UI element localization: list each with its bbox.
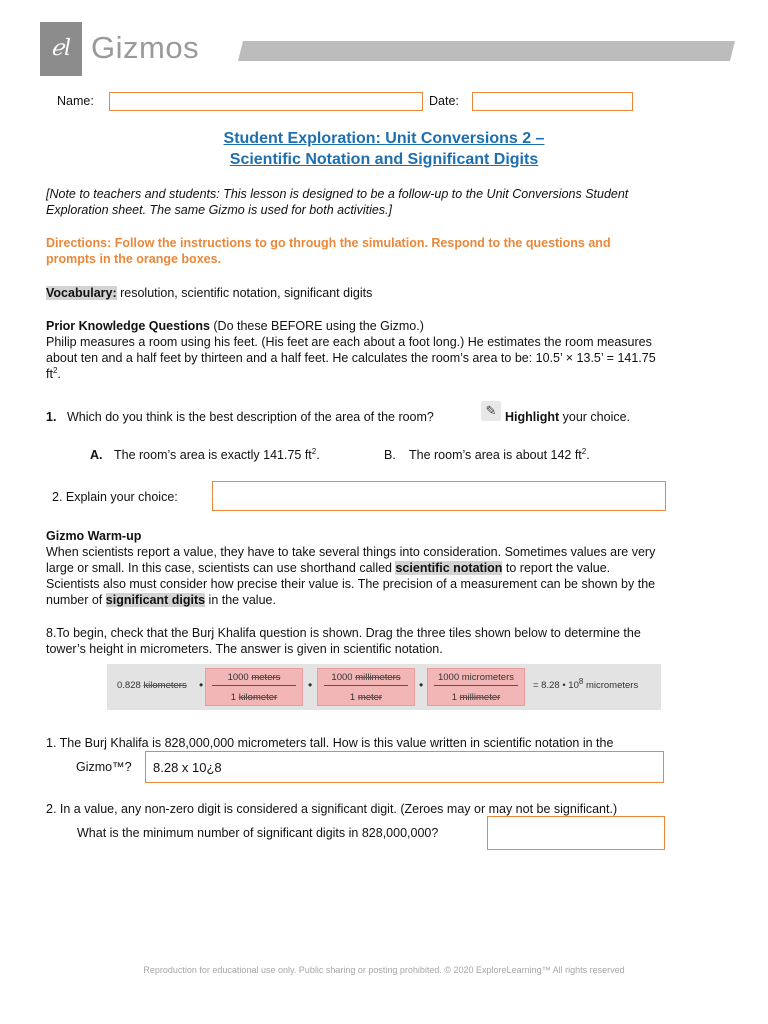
- page-title-line2: Scientific Notation and Significant Digits: [229, 151, 539, 168]
- prior-unit: ft: [46, 367, 53, 381]
- start-number: 0.828: [117, 680, 141, 691]
- date-field[interactable]: [472, 92, 633, 111]
- q1-instruction: [505, 410, 630, 424]
- prior-line1: Philip measures a room using his feet. (His feet are each about a foot long.) He estimates the room measures: [46, 335, 652, 349]
- vocabulary-label: Vocabulary:: [46, 286, 117, 300]
- logo-mark: ℯl: [50, 36, 72, 61]
- tile-3-num-unit: micrometers: [461, 672, 515, 683]
- header-bar: [238, 41, 735, 61]
- option-b-period: .: [586, 448, 590, 462]
- option-a-period: .: [316, 448, 320, 462]
- q1-text: Which do you think is the best description of the area of the room?: [67, 410, 434, 424]
- term-scientific-notation: scientific notation: [395, 561, 503, 575]
- term-significant-digits: significant digits: [105, 593, 206, 607]
- prior-heading-suffix: (Do these BEFORE using the Gizmo.): [209, 319, 424, 333]
- result-unit: micrometers: [583, 680, 639, 691]
- brand-name: Gizmos: [91, 30, 200, 65]
- directions-line2: prompts in the orange boxes.: [46, 252, 222, 266]
- conversion-tile-1[interactable]: [205, 668, 303, 706]
- warmup-line2-start: large or small. In this case, scientists can use shorthand called: [46, 561, 396, 575]
- option-a[interactable]: [114, 448, 320, 462]
- option-a-exponent: 2: [311, 446, 317, 456]
- significant-digits-answer-field[interactable]: [487, 816, 665, 850]
- tile-2-num-value: 1000: [331, 672, 353, 683]
- tile-2-numerator: [324, 672, 408, 686]
- prior-heading-title: Prior Knowledge Questions: [46, 319, 210, 333]
- tile-1-numerator: [212, 672, 296, 686]
- option-a-letter: A.: [90, 448, 103, 462]
- step8-line1: 8.To begin, check that the Burj Khalifa question is shown. Drag the three tiles shown below to determine the: [46, 626, 641, 640]
- multiply-dot: •: [199, 678, 204, 692]
- footer: Reproduction for educational use only. Public sharing or posting prohibited. © 2020 ExploreLearning™ All rights reserved: [143, 965, 625, 975]
- qa2-line1: 2. In a value, any non-zero digit is considered a significant digit. (Zeroes may or may not be significant.): [46, 802, 618, 816]
- vocabulary-text: resolution, scientific notation, significant digits: [116, 286, 373, 300]
- note-line2: Exploration sheet. The same Gizmo is used for both activities.]: [46, 203, 392, 217]
- tile-3-num-value: 1000: [437, 672, 460, 683]
- tile-2-denominator: [318, 692, 414, 703]
- multiply-dot: •: [308, 678, 313, 692]
- start-unit: kilometers: [143, 680, 187, 691]
- date-label: Date:: [429, 94, 459, 108]
- tile-1-num-unit: meters: [251, 672, 281, 683]
- tile-3-denominator: [428, 692, 524, 703]
- vocabulary: [46, 285, 726, 301]
- tile-3-den-unit: millimeter: [459, 692, 501, 703]
- step8-line2: tower’s height in micrometers. The answer is given in scientific notation.: [46, 642, 443, 656]
- prior-line2: about ten and a half feet by thirteen and a half feet. He calculates the room’s area to be: 10.5’ × 13.5’ = 141.75: [46, 351, 656, 365]
- option-a-text: The room’s area is exactly 141.75 ft: [114, 448, 312, 462]
- result-exponent: 8: [578, 676, 584, 686]
- conversion-tile-3[interactable]: [427, 668, 525, 706]
- warmup-line4-end: in the value.: [205, 593, 276, 607]
- tile-1-den-unit: kilometer: [238, 692, 278, 703]
- note-line1: [Note to teachers and students: This lesson is designed to be a follow-up to the Unit Conversions Student: [46, 187, 629, 201]
- option-b-letter: B.: [384, 448, 396, 462]
- scientific-notation-answer-field[interactable]: [145, 751, 664, 783]
- conversion-strip: [107, 664, 661, 710]
- prior-heading: [46, 318, 726, 334]
- tile-3-den-value: 1: [451, 692, 457, 703]
- pencil-icon[interactable]: ✎: [481, 401, 501, 421]
- directions-line1: Directions: Follow the instructions to go through the simulation. Respond to the questions and: [46, 236, 611, 250]
- prior-line3-end: .: [57, 367, 61, 381]
- warmup-line2-end: to report the value.: [502, 561, 611, 575]
- option-b[interactable]: [409, 448, 590, 462]
- q2-label: 2. Explain your choice:: [52, 490, 178, 504]
- conversion-tile-2[interactable]: [317, 668, 415, 706]
- tile-3-numerator: [434, 672, 518, 686]
- highlight-word: Highlight: [505, 410, 560, 424]
- logo: [40, 22, 82, 76]
- tile-2-den-unit: meter: [357, 692, 383, 703]
- conversion-result: [533, 676, 639, 691]
- warmup-line4: [46, 592, 726, 608]
- prior-line3: [46, 366, 726, 382]
- tile-2-den-value: 1: [349, 692, 356, 703]
- tile-1-num-value: 1000: [227, 672, 249, 683]
- tile-1-denominator: [206, 692, 302, 703]
- warmup-line4-start: number of: [46, 593, 106, 607]
- qa2-line2: What is the minimum number of significant digits in 828,000,000?: [77, 826, 439, 840]
- name-field[interactable]: [109, 92, 423, 111]
- multiply-dot: •: [419, 678, 424, 692]
- qa1-line2: Gizmo™?: [76, 760, 132, 774]
- scientific-notation-answer: 8.28 x 10¿8: [153, 760, 222, 775]
- start-value: [117, 680, 187, 691]
- warmup-line1: When scientists report a value, they have to take several things into consideration. Sometimes values are very: [46, 545, 656, 559]
- name-label: Name:: [57, 94, 94, 108]
- warmup-heading: Gizmo Warm-up: [46, 529, 142, 543]
- prior-unit-exponent: 2: [52, 365, 58, 375]
- tile-1-den-value: 1: [230, 692, 237, 703]
- qa1-line1: 1. The Burj Khalifa is 828,000,000 micrometers tall. How is this value written in scientific notation in the: [46, 736, 614, 750]
- warmup-line3: Scientists also must consider how precise their value is. The precision of a measurement can be shown by the: [46, 577, 656, 591]
- warmup-line2: [46, 560, 726, 576]
- page-title-line1: Student Exploration: Unit Conversions 2 –: [223, 130, 545, 147]
- explain-choice-field[interactable]: [212, 481, 666, 511]
- q1-instruction-end: your choice.: [559, 410, 631, 424]
- result-prefix: = 8.28 • 10: [533, 680, 579, 691]
- q1-number: 1.: [46, 410, 57, 424]
- option-b-exponent: 2: [581, 446, 587, 456]
- option-b-text: The room’s area is about 142 ft: [409, 448, 582, 462]
- tile-2-num-unit: millimeters: [355, 672, 401, 683]
